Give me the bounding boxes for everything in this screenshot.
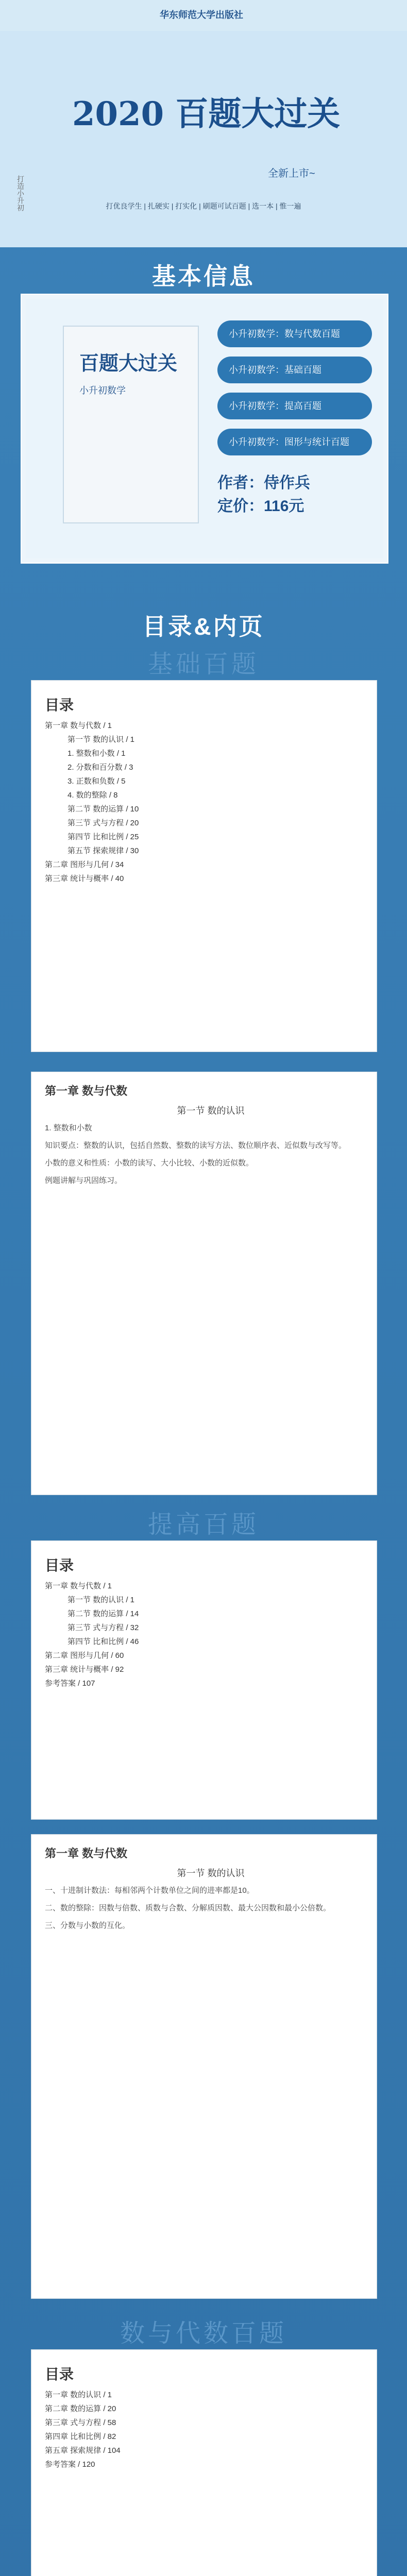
- toc-line: 第三章 统计与概率 / 40: [45, 874, 124, 883]
- toc-block-1: [31, 680, 377, 1052]
- chapter-2: [31, 1834, 377, 2299]
- info-item: 小升初数学：提高百题: [217, 393, 372, 419]
- book-subtitle: 小升初数学: [79, 385, 126, 396]
- top-bar: [0, 0, 407, 31]
- toc-line: 参考答案 / 107: [45, 1679, 95, 1688]
- toc-line: 参考答案 / 120: [45, 2460, 95, 2469]
- hero-caption: 打优良学生 | 扎硬实 | 打实化 | 刷题可试百题 | 选一本 | 惟一遍: [106, 202, 301, 210]
- publisher-logo: 华东师范大学出版社: [160, 10, 243, 20]
- toc-line: 第二章 图形与几何 / 34: [45, 860, 124, 869]
- toc-line: 第二节 数的运算 / 14: [67, 1609, 139, 1618]
- hero-subtitle: 全新上市~: [268, 168, 315, 179]
- info-item: 小升初数学：数与代数百题: [217, 320, 372, 347]
- toc-line: 第一章 数与代数 / 1: [45, 1582, 112, 1590]
- toc-line: 第三章 统计与概率 / 92: [45, 1665, 124, 1674]
- toc-line: 第三章 式与方程 / 58: [45, 2418, 116, 2427]
- info-item: 小升初数学：基础百题: [217, 357, 372, 383]
- toc-line: 第二章 图形与几何 / 60: [45, 1651, 124, 1660]
- chapter-paragraph: 知识要点：整数的认识，包括自然数、整数的读写方法、数位顺序表、近似数与改写等。: [45, 1141, 347, 1150]
- toc-line: 第四节 比和比例 / 46: [67, 1637, 139, 1646]
- toc-heading: 目录: [45, 2366, 74, 2382]
- info-item: 小升初数学：图形与统计百题: [217, 429, 372, 455]
- toc-block-2: [31, 1540, 377, 1820]
- author: 作者：侍作兵: [217, 474, 310, 492]
- info-list: [217, 320, 372, 465]
- toc-line: 第五章 探索规律 / 104: [45, 2446, 121, 2455]
- chapter-heading: 1. 整数和小数: [45, 1124, 92, 1132]
- chapter-paragraph: 二、数的整除：因数与倍数、质数与合数、分解质因数、最大公因数和最小公倍数。: [45, 1904, 331, 1912]
- toc-line: 第一节 数的认识 / 1: [67, 735, 135, 744]
- chapter-paragraph: 三、分数与小数的互化。: [45, 1921, 130, 1930]
- toc-line: 第二章 数的运算 / 20: [45, 2404, 116, 2413]
- chapter-paragraph: 小数的意义和性质：小数的读写、大小比较、小数的近似数。: [45, 1159, 254, 1167]
- toc-line: 第四章 比和比例 / 82: [45, 2432, 116, 2441]
- toc-line: 第四节 比和比例 / 25: [67, 833, 139, 841]
- book-title: 百题大过关: [79, 351, 178, 375]
- book-cover: [63, 326, 199, 523]
- basic-info-title: 基本信息: [152, 263, 255, 290]
- toc-block-3: [31, 2349, 377, 2576]
- chapter-subtitle: 第一节 数的认识: [177, 1106, 245, 1116]
- toc-line: 2. 分数和百分数 / 3: [67, 763, 133, 772]
- chapter-title: 第一章 数与代数: [45, 1847, 128, 1860]
- toc-title: 目录&内页: [142, 613, 265, 640]
- side-label: 打造小升初: [16, 175, 25, 211]
- price: 定价：116元: [217, 498, 304, 515]
- toc-line: 1. 整数和小数 / 1: [67, 749, 126, 758]
- toc-line: 3. 正数和负数 / 5: [67, 777, 126, 786]
- chapter-paragraph: 例题讲解与巩固练习。: [45, 1176, 123, 1185]
- hero-title: 2020 百题大过关: [72, 95, 341, 133]
- chapter-1: [31, 1072, 377, 1495]
- toc-line: 第一节 数的认识 / 1: [67, 1596, 135, 1604]
- chapter-paragraph: 一、十进制计数法：每相邻两个计数单位之间的进率都是10。: [45, 1886, 255, 1895]
- toc-line: 第一章 数的认识 / 1: [45, 2391, 112, 2399]
- hero-banner: [0, 31, 407, 247]
- banner-numeric: 数与代数百题: [120, 2320, 287, 2347]
- toc-line: 第三节 式与方程 / 32: [67, 1623, 139, 1632]
- banner-advanced: 提高百题: [147, 1511, 259, 1538]
- toc-line: 4. 数的整除 / 8: [67, 791, 118, 800]
- chapter-title: 第一章 数与代数: [45, 1084, 128, 1097]
- banner-basic: 基础百题: [147, 651, 259, 678]
- toc-line: 第二节 数的运算 / 10: [67, 805, 139, 814]
- toc-heading: 目录: [45, 1557, 74, 1573]
- basic-info-panel: [21, 294, 388, 564]
- toc-line: 第一章 数与代数 / 1: [45, 721, 112, 730]
- toc-line: 第三节 式与方程 / 20: [67, 819, 139, 827]
- toc-line: 第五节 探索规律 / 30: [67, 846, 139, 855]
- chapter-subtitle: 第一节 数的认识: [177, 1868, 245, 1878]
- toc-heading: 目录: [45, 697, 74, 713]
